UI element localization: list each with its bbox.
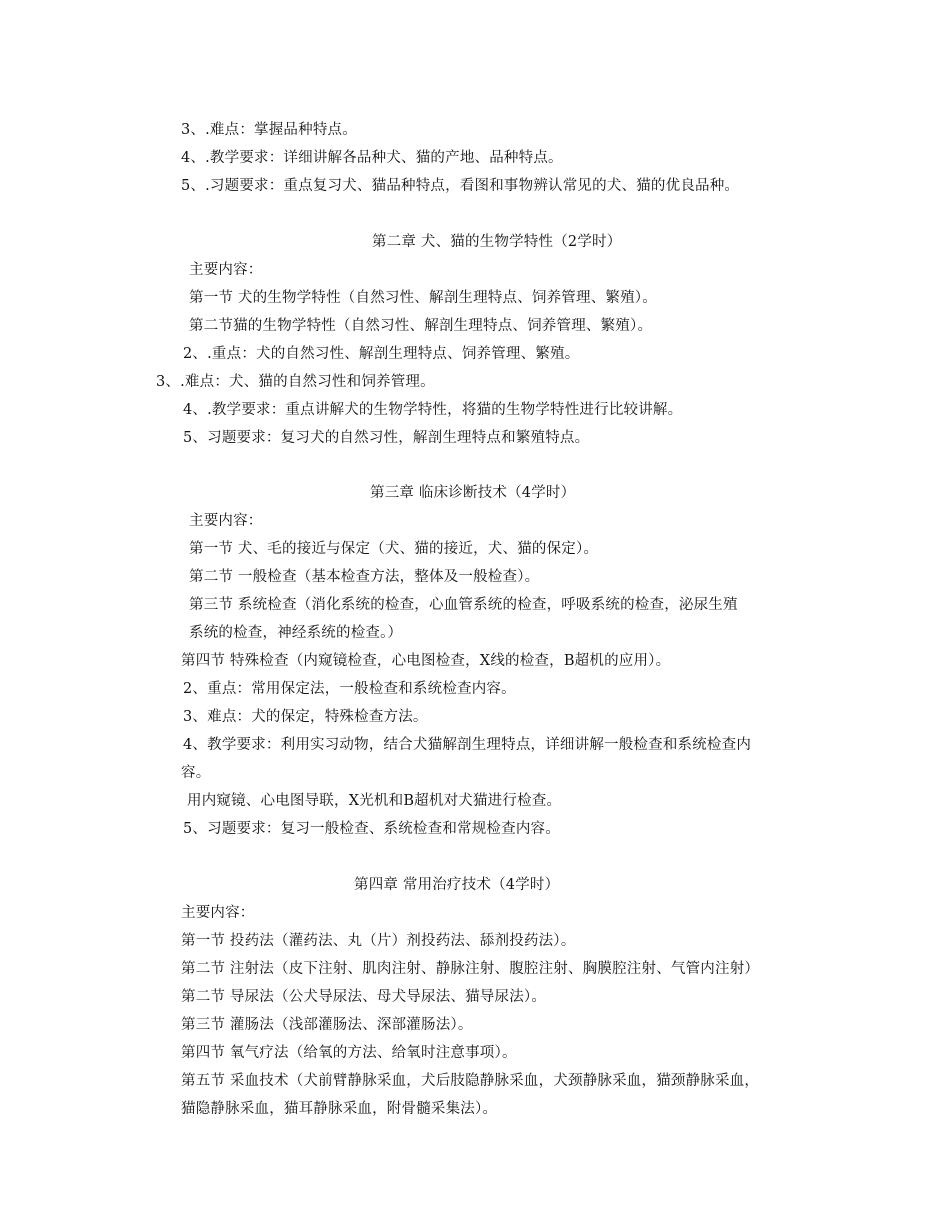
chapter3-teaching-requirement: 4、教学要求：利用实习动物，结合犬猫解剖生理特点，详细讲解一般检查和系统检查内 — [183, 737, 752, 753]
chapter1-exercise-requirement: 5、.习题要求：重点复习犬、猫品种特点，看图和事物辨认常见的犬、猫的优良品种。 — [181, 178, 740, 194]
chapter2-main-content-label: 主要内容： — [189, 262, 263, 278]
chapter3-section1: 第一节 犬、毛的接近与保定（犬、猫的接近，犬、猫的保定）。 — [189, 541, 599, 557]
chapter3-section3: 第三节 系统检查（消化系统的检查，心血管系统的检查，呼吸系统的检查，泌尿生殖 — [189, 597, 738, 613]
chapter4-main-content-label: 主要内容： — [181, 905, 255, 921]
chapter4-section1: 第一节 投药法（灌药法、丸（片）剂投药法、舔剂投药法）。 — [181, 933, 576, 949]
chapter2-key-points: 2、.重点：犬的自然习性、解剖生理特点、饲养管理、繁殖。 — [183, 346, 580, 362]
chapter4-section5: 第五节 采血技术（犬前臂静脉采血，犬后肢隐静脉采血，犬颈静脉采血，猫颈静脉采血， — [181, 1073, 760, 1089]
chapter1-teaching-requirement: 4、.教学要求：详细讲解各品种犬、猫的产地、品种特点。 — [181, 150, 563, 166]
chapter2-heading: 第二章 犬、猫的生物学特性（2学时） — [372, 234, 622, 250]
chapter2-section1: 第一节 犬的生物学特性（自然习性、解剖生理特点、饲养管理、繁殖）。 — [189, 290, 657, 306]
chapter3-main-content-label: 主要内容： — [189, 513, 263, 529]
chapter3-section2: 第二节 一般检查（基本检查方法，整体及一般检查）。 — [189, 569, 540, 585]
chapter4-section5-continued: 猫隐静脉采血，猫耳静脉采血，附骨髓采集法）。 — [181, 1101, 498, 1117]
chapter4-section2b: 第二节 导尿法（公犬导尿法、母犬导尿法、猫导尿法）。 — [181, 989, 547, 1005]
chapter2-teaching-requirement: 4、.教学要求：重点讲解犬的生物学特性，将猫的生物学特性进行比较讲解。 — [183, 402, 683, 418]
chapter4-section2: 第二节 注射法（皮下注射、肌肉注射、静脉注射、腹腔注射、胸膜腔注射、气管内注射） — [181, 961, 760, 977]
chapter4-heading: 第四章 常用治疗技术（4学时） — [354, 877, 560, 893]
chapter4-section4: 第四节 氧气疗法（给氧的方法、给氧时注意事项）。 — [181, 1045, 517, 1061]
chapter2-difficulty: 3、.难点：犬、猫的自然习性和饲养管理。 — [156, 374, 435, 390]
chapter3-exercise-requirement: 5、习题要求：复习一般检查、系统检查和常规检查内容。 — [183, 821, 560, 837]
chapter3-section3-continued: 系统的检查，神经系统的检查。） — [189, 625, 403, 641]
chapter3-teaching-requirement-continued: 容。 — [181, 765, 211, 781]
chapter3-heading: 第三章 临床诊断技术（4学时） — [370, 485, 576, 501]
chapter3-section4: 第四节 特殊检查（内窥镜检查，心电图检查，X线的检查，B超机的应用）。 — [181, 653, 671, 669]
chapter1-difficulty: 3、.难点：掌握品种特点。 — [181, 122, 357, 138]
chapter3-difficulty: 3、难点：犬的保定，特殊检查方法。 — [183, 709, 428, 725]
chapter2-exercise-requirement: 5、习题要求：复习犬的自然习性，解剖生理特点和繁殖特点。 — [183, 430, 590, 446]
chapter4-section3: 第三节 灌肠法（浅部灌肠法、深部灌肠法）。 — [181, 1017, 473, 1033]
chapter2-section2: 第二节猫的生物学特性（自然习性、解剖生理特点、饲养管理、繁殖）。 — [189, 318, 653, 334]
chapter3-key-points: 2、重点：常用保定法，一般检查和系统检查内容。 — [183, 681, 516, 697]
chapter3-equipment-note: 用内窥镜、心电图导联，X光机和B超机对犬猫进行检查。 — [187, 793, 562, 809]
